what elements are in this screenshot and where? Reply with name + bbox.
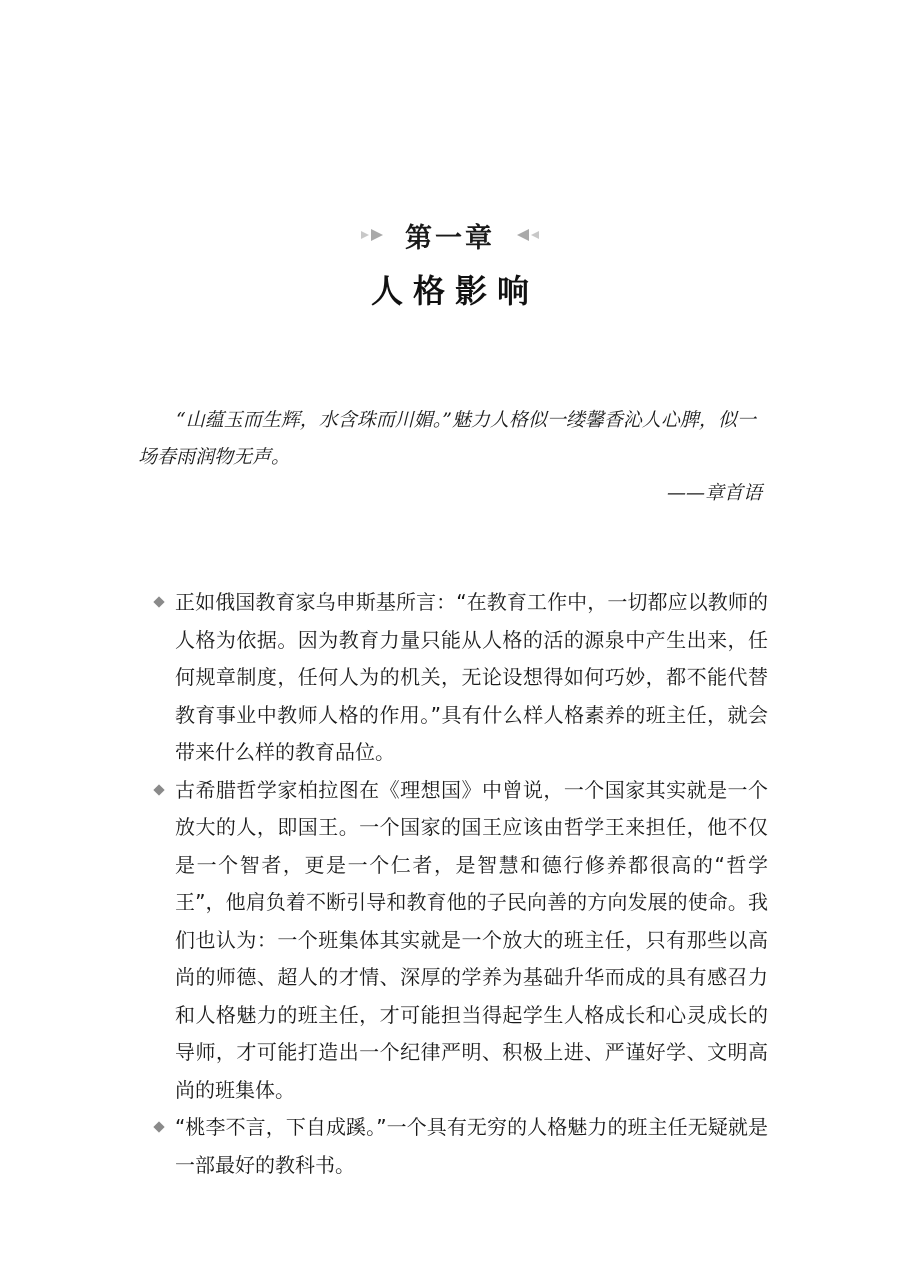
left-arrow-ornament-icon	[361, 229, 383, 241]
epigraph-quote: “山蕴玉而生辉，水含珠而川媚。”魅力人格似一缕馨香沁人心脾，似一场春雨润物无声。	[138, 409, 756, 468]
right-arrow-ornament-icon	[517, 229, 539, 241]
diamond-bullet-icon	[153, 784, 164, 795]
chapter-number: 第一章	[405, 222, 495, 254]
diamond-bullet-icon	[153, 1121, 164, 1132]
list-item-text: “桃李不言，下自成蹊。”一个具有无穷的人格魅力的班主任无疑就是一部最好的教科书。	[175, 1115, 768, 1177]
epigraph-source: ——章首语	[666, 482, 762, 504]
chapter-heading	[0, 212, 900, 258]
list-item	[152, 1109, 768, 1184]
list-item-text: 正如俄国教育家乌申斯基所言：“在教育工作中，一切都应以教师的人格为依据。因为教育力量只能从人格的活的源泉中产生出来，任何规章制度，任何人为的机关，无论设想得如何巧妙，都不能代替教育事业中教师人格的作用。”具有什么样人格素养的班主任，就会带来什么样的教育品位。	[175, 590, 768, 764]
list-item	[152, 584, 768, 772]
diamond-bullet-icon	[153, 596, 164, 607]
list-item	[152, 772, 768, 1110]
bullet-list	[152, 584, 768, 1184]
chapter-title: 人格影响	[370, 272, 539, 310]
list-item-text: 古希腊哲学家柏拉图在《理想国》中曾说，一个国家其实就是一个放大的人，即国王。一个国家的国王应该由哲学王来担任，他不仅是一个智者，更是一个仁者，是智慧和德行修养都很高的“哲学王”，他肩负着不断引导和教育他的子民向善的方向发展的使命。我们也认为：一个班集体其实就是一个放大的班主任，只有那些以高尚的师德、超人的才情、深厚的学养为基础升华而成的具有感召力和人格魅力的班主任，才可能担当得起学生人格成长和心灵成长的导师，才可能打造出一个纪律严明、积极上进、严谨好学、文明高尚的班集体。	[175, 777, 768, 1102]
